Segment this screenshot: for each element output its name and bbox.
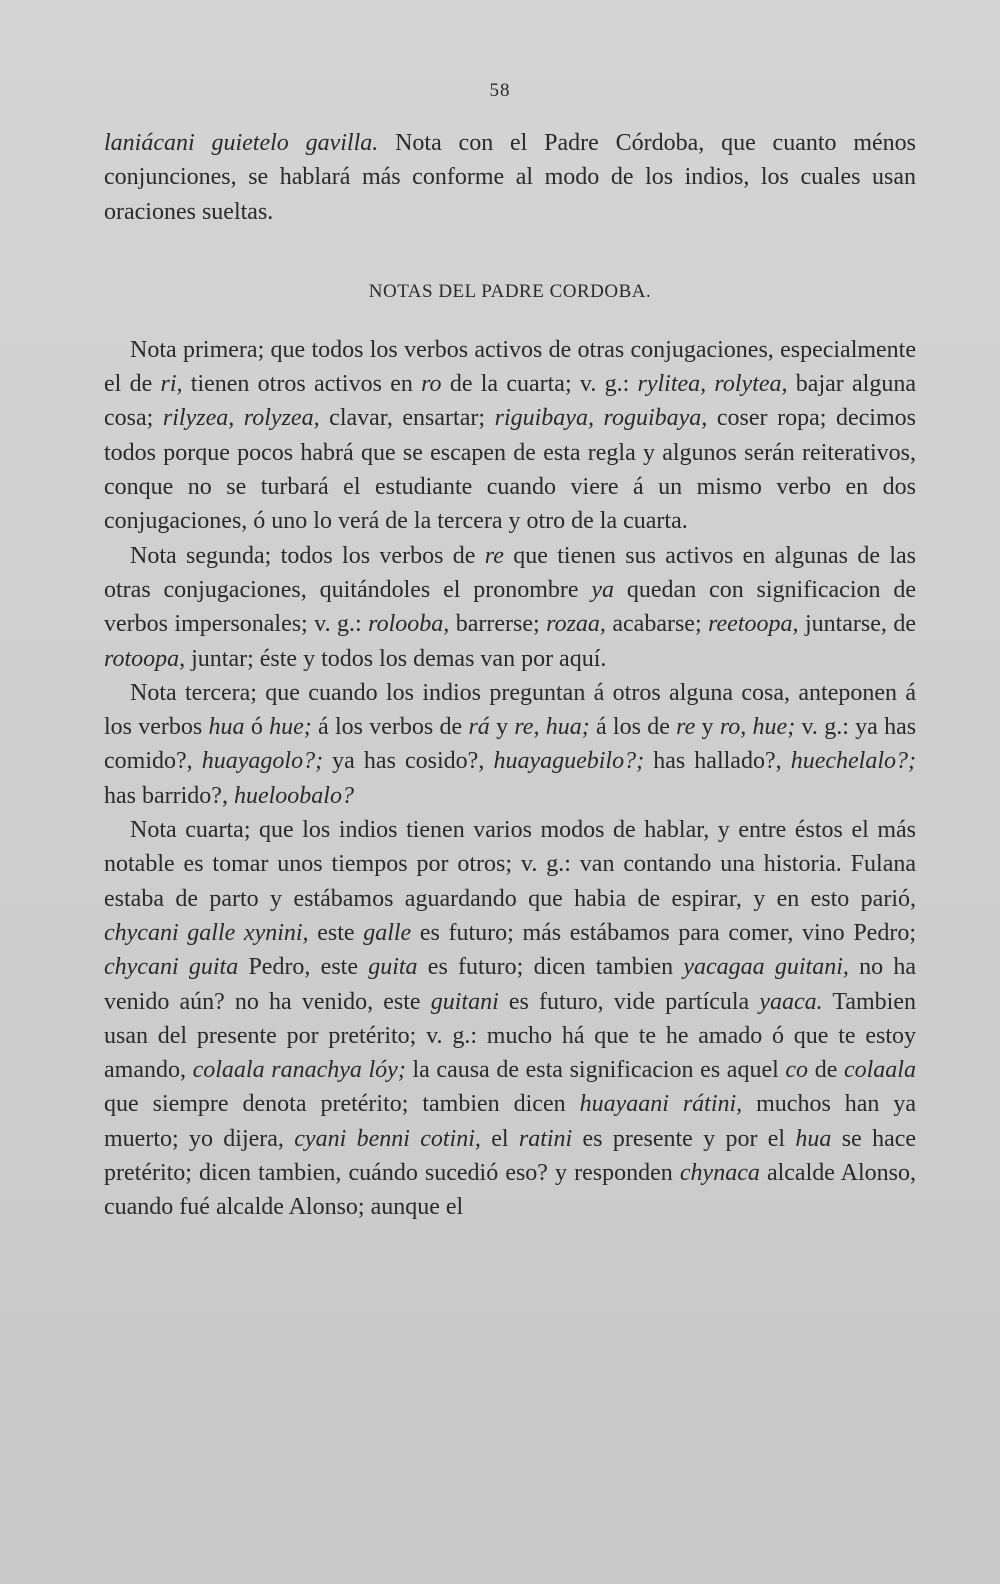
text-run: el [480,1125,519,1152]
text-run: de la cuarta; v. g.: [441,371,638,398]
text-run: coser ropa; decimos todos porque pocos habrá que se escapen de esta regla y algunos serán reiterativos, conque no se turbará el estudiante cuando viere á un mismo verbo en dos conjugaciones, ó uno lo verá de la tercera y otro de la cuarta. [104,405,916,535]
text-run: has barrido?, [104,782,234,809]
italic-term: rá [468,714,490,741]
paragraph-note-2 [104,539,916,676]
section-heading: NOTAS DEL PADRE CORDOBA. [368,280,652,302]
italic-term: ya [591,576,615,603]
text-run: y [695,714,720,741]
text-run: es futuro; dicen tambien [417,954,684,981]
text-run: ya has cosido?, [323,748,494,775]
text-run: acabarse; [605,611,709,638]
italic-term: yaaca. [759,988,823,1015]
text-run: Pedro, este [238,954,369,981]
text-run: alcalde Alonso, cuando fué alcalde Alonso; aunque el [104,1160,917,1221]
text-run: quedan con significacion de verbos impersonales; v. g.: [104,576,916,638]
paragraph-note-3 [104,676,916,813]
text-run: de [808,1057,844,1084]
text-run: Tambien usan del presente por pretérito; v. g.: mucho há que te he amado ó que te estoy amando, [104,988,916,1084]
italic-term: co [785,1057,809,1084]
italic-term: chycani guita [104,954,239,981]
paragraph-note-4 [104,813,916,1225]
italic-term: cyani benni cotini, [294,1125,481,1152]
text-run: es futuro, vide partícula [498,988,760,1015]
italic-term: rozaa, [546,611,606,638]
text-run: á los verbos de [311,714,469,741]
text-run: no ha venido aún? no ha venido, este [104,954,916,1015]
text-run: Nota cuarta; que los indios tienen varios modos de hablar, y entre éstos el más notable es tomar unos tiempos por otros; v. g.: van contando una historia. Fulana estaba de parto y estábamos aguardando que habia de espirar, y en esto parió, [104,817,916,912]
italic-term: re, hua; [514,714,590,741]
text-run: Nota con el Padre Córdoba, que cuanto ménos conjunciones, se hablará más conforme al modo de los indios, los cuales usan oraciones sueltas. [104,130,916,225]
paragraph-note-1 [104,333,916,539]
italic-term: re [484,542,504,569]
italic-term: huechelalo?; [790,748,916,775]
italic-term: hua [208,714,245,741]
italic-term: reetoopa, [708,611,799,638]
italic-term: rylitea, rolytea, [637,371,788,398]
italic-term: rilyzea, rolyzea, [162,405,320,432]
text-run: es futuro; más estábamos para comer, vino Pedro; [411,919,916,946]
italic-term: riguibaya, roguibaya, [494,405,708,432]
text-run: este [308,919,364,946]
italic-term: chycani galle xynini, [104,919,309,946]
text-run: ó [244,714,270,741]
text-run: Nota primera; que todos los verbos activos de otras conjugaciones, especialmente el de [104,336,916,398]
text-run: juntarse, de [798,611,917,638]
text-run: la causa de esta significacion es aquel [405,1057,786,1084]
italic-term: hue; [269,714,312,741]
italic-term: huayaguebilo?; [493,748,645,775]
text-run: se hace pretérito; dicen tambien, cuándo sucedió eso? y responden [104,1125,917,1187]
italic-term: chynaca [679,1160,760,1187]
text-run: clavar, ensartar; [319,405,495,432]
italic-term: ro, hue; [719,714,796,741]
italic-term: ro [421,371,442,398]
italic-term: huayaani rátini, [579,1091,743,1118]
italic-term: colaala ranachya lóy; [192,1057,406,1084]
text-run: juntar; éste y todos los demas van por aquí. [185,645,607,672]
paragraph-continuation [104,126,916,229]
italic-term: yacagaa guitani, [683,954,849,981]
italic-term: colaala [843,1057,916,1084]
italic-term: ratini [518,1125,573,1152]
text-run: y [489,714,515,741]
text-run: has hallado?, [644,748,791,775]
text-run: es presente y por el [572,1125,796,1152]
text-run: á los de [589,714,677,741]
italic-term: guitani [430,988,499,1015]
italic-term: guita [368,954,418,981]
italic-term: hueloobalo? [233,782,354,809]
text-run: Nota tercera; que cuando los indios preguntan á otros alguna cosa, anteponen á los verbos [104,679,916,741]
italic-term: rolooba, [368,611,450,638]
text-run: muchos han ya muerto; yo dijera, [104,1091,917,1152]
text-run: tienen otros activos en [182,371,422,398]
italic-term: ri, [160,371,183,398]
italic-term: re [676,714,696,741]
page-number: 58 [489,80,511,101]
text-run: barrerse; [449,611,547,638]
text-run: bajar alguna cosa; [104,371,916,432]
italic-term: rotoopa, [104,645,186,672]
italic-term: laniácani guietelo gavilla. [104,130,379,156]
text-run: que tienen sus activos en algunas de las otras conjugaciones, quitándoles el pronombre [104,542,916,603]
italic-term: huayagolo?; [201,748,324,775]
italic-term: galle [363,919,412,946]
text-run: Nota segunda; todos los verbos de [130,542,485,569]
page-text [104,126,916,1225]
italic-term: hua [795,1125,832,1152]
text-run: que siempre denota pretérito; tambien dicen [104,1091,580,1118]
text-run: v. g.: ya has comido?, [104,714,917,775]
